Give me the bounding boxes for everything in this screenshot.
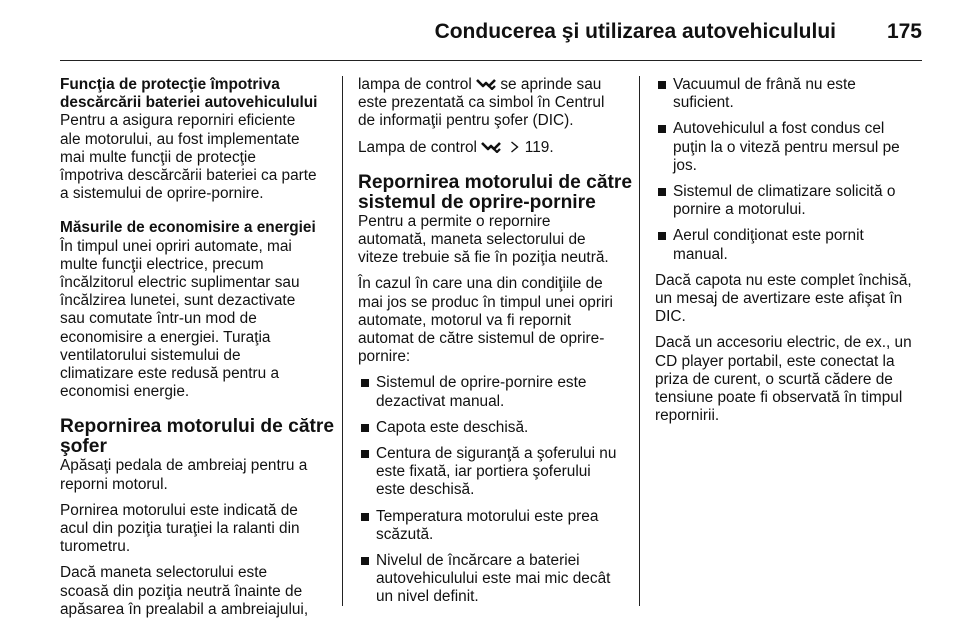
list-item — [358, 508, 622, 544]
list-item — [655, 227, 925, 263]
list-item-line: este deschisă. — [376, 481, 475, 499]
paragraph-line: ale motorului, au fost implementate — [60, 130, 300, 148]
subheading-battery-protection-cont: descărcării bateriei autovehiculului — [60, 94, 318, 112]
paragraph-line: un mesaj de avertizare este afişat în — [655, 290, 903, 308]
paragraph-line: a sistemului de oprire-pornire. — [60, 185, 264, 203]
paragraph-line: Apăsaţi pedala de ambreiaj pentru a — [60, 457, 308, 475]
list-item — [655, 183, 925, 219]
text-fragment: se aprinde sau — [500, 76, 602, 93]
paragraph-line: automat de către sistemul de oprire- — [358, 330, 605, 348]
square-bullet-icon — [361, 513, 369, 521]
paragraph-line: sau comutate într-un mod de — [60, 310, 257, 328]
list-item — [358, 419, 622, 437]
paragraph-line-with-reference — [358, 139, 622, 157]
square-bullet-icon — [658, 125, 666, 133]
subheading-energy-saving: Măsurile de economisire a energiei — [60, 219, 316, 237]
list-item — [655, 120, 925, 175]
list-item-line: Nivelul de încărcare a bateriei — [376, 552, 580, 570]
list-item-line: pornire a motorului. — [673, 201, 806, 219]
paragraph-line: economisire a energiei. Turaţia — [60, 328, 271, 346]
paragraph-line: încălzitorul electric suplimentar sau — [60, 274, 300, 292]
list-item-line: Temperatura motorului este prea — [376, 507, 599, 525]
column-divider-2 — [639, 76, 640, 606]
list-item-line: Capota este deschisă. — [376, 418, 529, 436]
paragraph-line: apăsarea în prealabil a ambreiajului, — [60, 600, 309, 618]
list-item — [358, 552, 622, 607]
list-item — [358, 374, 622, 410]
list-item-line: puţin la o viteză pentru mersul pe — [673, 138, 900, 156]
auto-stop-control-lamp-icon — [481, 141, 501, 153]
square-bullet-icon — [361, 424, 369, 432]
page-reference-link[interactable]: 119. — [524, 138, 554, 156]
paragraph-line: CD player portabil, este conectat la — [655, 352, 895, 370]
paragraph-line: scoasă din poziţia neutră înainte de — [60, 582, 303, 600]
square-bullet-icon — [361, 379, 369, 387]
text-fragment: lampa de control — [358, 76, 472, 93]
list-item-line: autovehiculului este mai mic decât — [376, 570, 611, 588]
auto-stop-control-lamp-icon — [476, 78, 496, 90]
column-2 — [358, 76, 633, 607]
list-item-line: un nivel definit. — [376, 588, 479, 606]
paragraph-line: ventilatorului sistemului de — [60, 346, 241, 364]
square-bullet-icon — [361, 450, 369, 458]
paragraph-line: pornire: — [358, 348, 411, 366]
list-item-line: Sistemul de oprire-pornire este — [376, 374, 587, 392]
paragraph-line: încălzirea lunetei, sunt dezactivate — [60, 292, 296, 310]
paragraph-line: Pornirea motorului este indicată de — [60, 501, 298, 519]
paragraph-line: mai multe funcţii de protecţie — [60, 148, 256, 166]
paragraph-line: automate, motorul va fi repornit — [358, 311, 572, 329]
column-divider-1 — [342, 76, 343, 606]
list-item-line: Autovehiculul a fost condus cel — [673, 120, 885, 138]
section-heading-system-restart: Repornirea motorului de către — [358, 171, 633, 193]
list-item-line: Vacuumul de frână nu este — [673, 76, 856, 93]
list-item-line: dezactivat manual. — [376, 392, 505, 410]
square-bullet-icon — [658, 232, 666, 240]
text-fragment: Lampa de control — [358, 138, 477, 156]
list-item-line: Centura de siguranţă a şoferului nu — [376, 445, 617, 463]
paragraph-line: economisi energie. — [60, 383, 190, 401]
list-item — [655, 76, 925, 112]
paragraph-line: Pentru a asigura reporniri eficiente — [60, 112, 296, 130]
list-item-line: este fixată, iar portiera şoferului — [376, 463, 591, 481]
square-bullet-icon — [658, 188, 666, 196]
page-number: 175 — [886, 20, 922, 43]
paragraph-line: repornirii. — [655, 407, 720, 425]
paragraph-line: Pentru a permite o repornire — [358, 212, 551, 230]
paragraph-line: priza de curent, o scurtă cădere de — [655, 370, 893, 388]
paragraph-line: automată, maneta selectorului de — [358, 231, 586, 249]
list-item-line: jos. — [673, 156, 697, 174]
paragraph-line: Dacă un accesoriu electric, de ex., un — [655, 334, 912, 352]
paragraph-line: multe funcţii electrice, precum — [60, 255, 264, 273]
section-heading-system-restart-cont: sistemul de oprire-pornire — [358, 191, 596, 213]
paragraph-line: Dacă capota nu este complet închisă, — [655, 271, 912, 289]
column-3 — [655, 76, 925, 425]
paragraph-line: mai jos se produc în timpul unei opriri — [358, 293, 613, 311]
paragraph-line: În timpul unei opriri automate, mai — [60, 237, 292, 255]
paragraph-line: reporni motorul. — [60, 475, 168, 493]
square-bullet-icon — [658, 81, 666, 89]
list-item-line: Aerul condiţionat este pornit — [673, 227, 864, 245]
square-bullet-icon — [361, 557, 369, 565]
list-item-line: scăzută. — [376, 525, 434, 543]
page-reference-arrow-icon[interactable] — [510, 141, 519, 153]
paragraph-line: În cazul în care una din condiţiile de — [358, 275, 603, 293]
list-item-line: Sistemul de climatizare solicită o — [673, 183, 896, 201]
list-item-line: suficient. — [673, 94, 734, 112]
paragraph-line: climatizare este redusă pentru a — [60, 365, 280, 383]
paragraph-line: viteze trebuie să fie în poziţia neutră. — [358, 249, 609, 267]
header-divider — [60, 60, 922, 61]
list-item — [358, 445, 622, 500]
paragraph-line: Dacă maneta selectorului este — [60, 564, 268, 582]
paragraph-line: turometru. — [60, 538, 131, 556]
section-heading-driver-restart-cont: şofer — [60, 436, 107, 458]
paragraph-line: DIC. — [655, 308, 686, 326]
paragraph-line: este prezentată ca simbol în Centrul — [358, 94, 605, 112]
paragraph-line-with-icon — [358, 76, 622, 94]
paragraph-line: tensiune poate fi observată în timpul — [655, 389, 903, 407]
column-1 — [60, 76, 335, 619]
list-item-line: manual. — [673, 245, 728, 263]
subheading-battery-protection: Funcţia de protecţie împotriva — [60, 76, 280, 93]
page-header-title: Conducerea şi utilizarea autovehiculului — [434, 20, 836, 43]
paragraph-line: acul din poziţia turaţiei la ralanti din — [60, 520, 300, 538]
paragraph-line: împotriva descărcării bateriei ca parte — [60, 167, 317, 185]
paragraph-line: de informaţii pentru şofer (DIC). — [358, 112, 574, 130]
section-heading-driver-restart: Repornirea motorului de către — [60, 416, 335, 438]
